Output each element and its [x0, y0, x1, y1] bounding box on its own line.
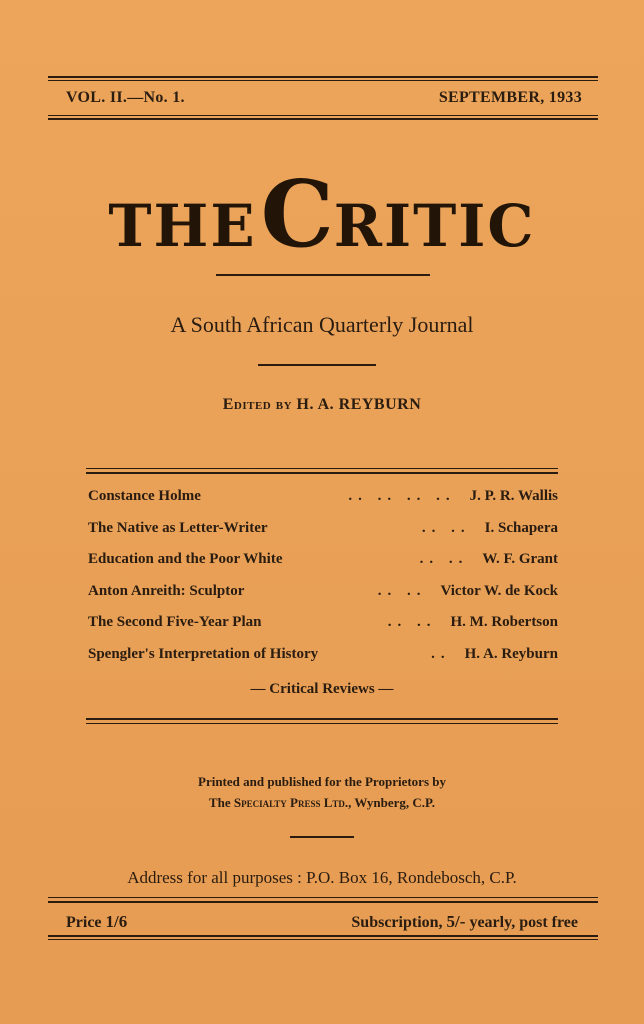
subscription-terms: yearly, post free [469, 914, 578, 931]
contents-bottom-rule-1 [86, 718, 558, 720]
title-underline [216, 274, 430, 276]
critical-reviews: — Critical Reviews — [250, 681, 394, 697]
header-bottom-rule-1 [48, 115, 598, 116]
footer-top-rule-2 [48, 901, 598, 903]
toc-title: Spengler's Interpretation of History [88, 645, 319, 662]
title-initial: C [260, 160, 334, 268]
imprint-place: , Wynberg, C.P. [348, 795, 436, 810]
imprint-line-2 [0, 792, 644, 813]
postal-address: Address for all purposes : P.O. Box 16, Rondebosch, C.P. [127, 868, 517, 887]
subtitle-divider [258, 364, 376, 366]
imprint-the: The [208, 795, 231, 810]
journal-subtitle: A South African Quarterly Journal [170, 312, 474, 337]
top-double-rule-2 [48, 80, 598, 81]
toc-author: J. P. R. Wallis [469, 488, 558, 504]
toc-item [88, 551, 558, 583]
toc-author: W. F. Grant [482, 551, 558, 568]
toc-author: I. Schapera [484, 519, 558, 536]
subscription-label: Subscription, [351, 914, 443, 931]
contents-top-rule-1 [86, 468, 558, 469]
price [66, 912, 127, 932]
header-bottom-rule-2 [48, 118, 598, 120]
toc-author: H. A. Reyburn [464, 645, 558, 662]
imprint-divider [290, 836, 354, 838]
toc-leader: .. .. .. .. [348, 488, 456, 504]
title-the: THE [108, 192, 257, 260]
title-rest: RITIC [333, 192, 536, 260]
edited-by-label: Edited by [222, 396, 293, 413]
toc-title: The Second Five-Year Plan [88, 614, 262, 631]
imprint [0, 771, 644, 813]
imprint-line-1: Printed and published for the Proprietors by [198, 774, 446, 789]
subscription-value: 5/- [446, 912, 466, 931]
footer-bottom-rule-1 [48, 935, 598, 937]
editor-name: H. A. REYBURN [296, 396, 422, 413]
footer-bottom-rule-2 [48, 939, 598, 940]
toc-item [88, 488, 558, 520]
toc-leader: .. .. [377, 582, 427, 599]
subscription [351, 912, 578, 932]
top-double-rule-1 [48, 76, 598, 78]
toc-title: The Native as Letter-Writer [88, 519, 268, 536]
toc-title: Anton Anreith: Sculptor [88, 582, 245, 599]
toc-author: Victor W. de Kock [440, 582, 558, 599]
toc-leader: .. .. [421, 519, 471, 536]
toc-leader: .. .. [419, 551, 469, 568]
toc-leader: .. [431, 645, 451, 662]
table-of-contents [88, 488, 558, 678]
toc-item [88, 646, 558, 678]
toc-item [88, 583, 558, 615]
toc-item [88, 614, 558, 646]
toc-title: Constance Holme [88, 488, 201, 504]
toc-title: Education and the Poor White [88, 551, 283, 568]
price-label: Price [66, 914, 102, 931]
contents-top-rule-2 [86, 472, 558, 474]
imprint-press: Specialty Press Ltd. [233, 795, 349, 810]
issue-date: SEPTEMBER, 1933 [438, 89, 582, 106]
journal-title [0, 160, 644, 268]
contents-bottom-rule-2 [86, 723, 558, 724]
volume-number: VOL. II.—No. 1. [66, 89, 185, 106]
toc-item [88, 520, 558, 552]
toc-leader: .. .. [387, 614, 437, 631]
price-value: 1/6 [105, 912, 128, 931]
footer-top-rule-1 [48, 897, 598, 898]
toc-author: H. M. Robertson [450, 614, 558, 631]
editor-line [0, 396, 644, 414]
